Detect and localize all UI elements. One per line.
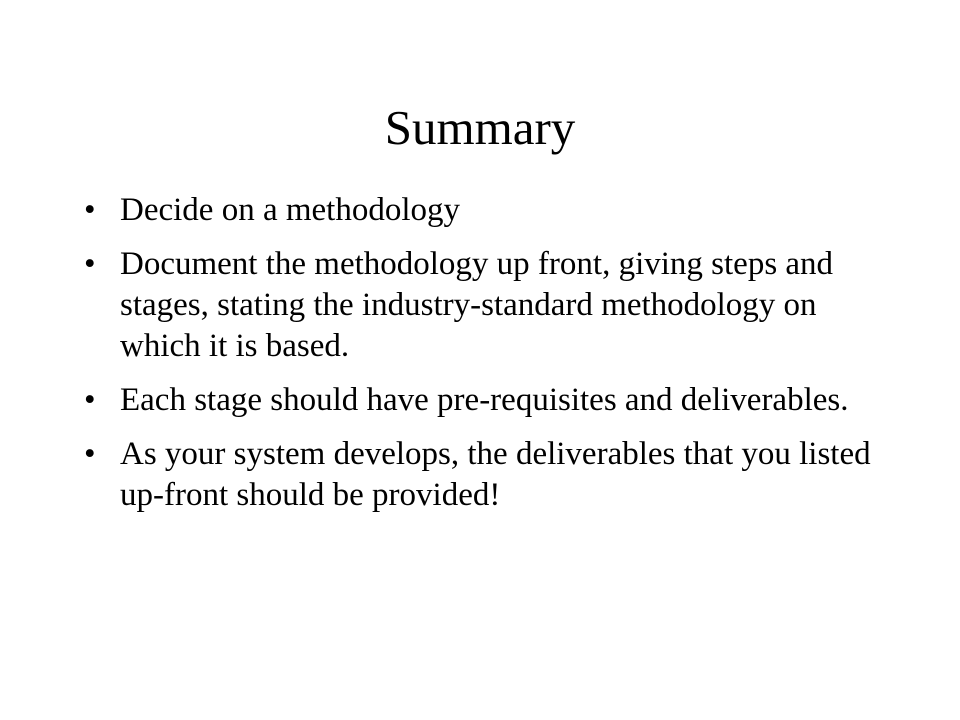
bullet-marker: •	[84, 436, 96, 472]
bullet-marker: •	[84, 246, 96, 282]
bullet-list	[84, 190, 884, 516]
bullet-item	[84, 434, 884, 516]
bullet-marker: •	[84, 192, 96, 228]
bullet-item	[84, 244, 884, 367]
bullet-text: Each stage should have pre-requisites and deliverables.	[120, 382, 849, 418]
bullet-text: As your system develops, the deliverables that you listed up-front should be provided!	[120, 436, 871, 513]
bullet-text: Decide on a methodology	[120, 192, 460, 228]
bullet-text: Document the methodology up front, giving steps and stages, stating the industry-standard methodology on which it is based.	[120, 246, 834, 364]
bullet-marker: •	[84, 382, 96, 418]
bullet-item	[84, 190, 884, 231]
slide-title: Summary	[384, 100, 576, 155]
bullet-item	[84, 380, 884, 421]
